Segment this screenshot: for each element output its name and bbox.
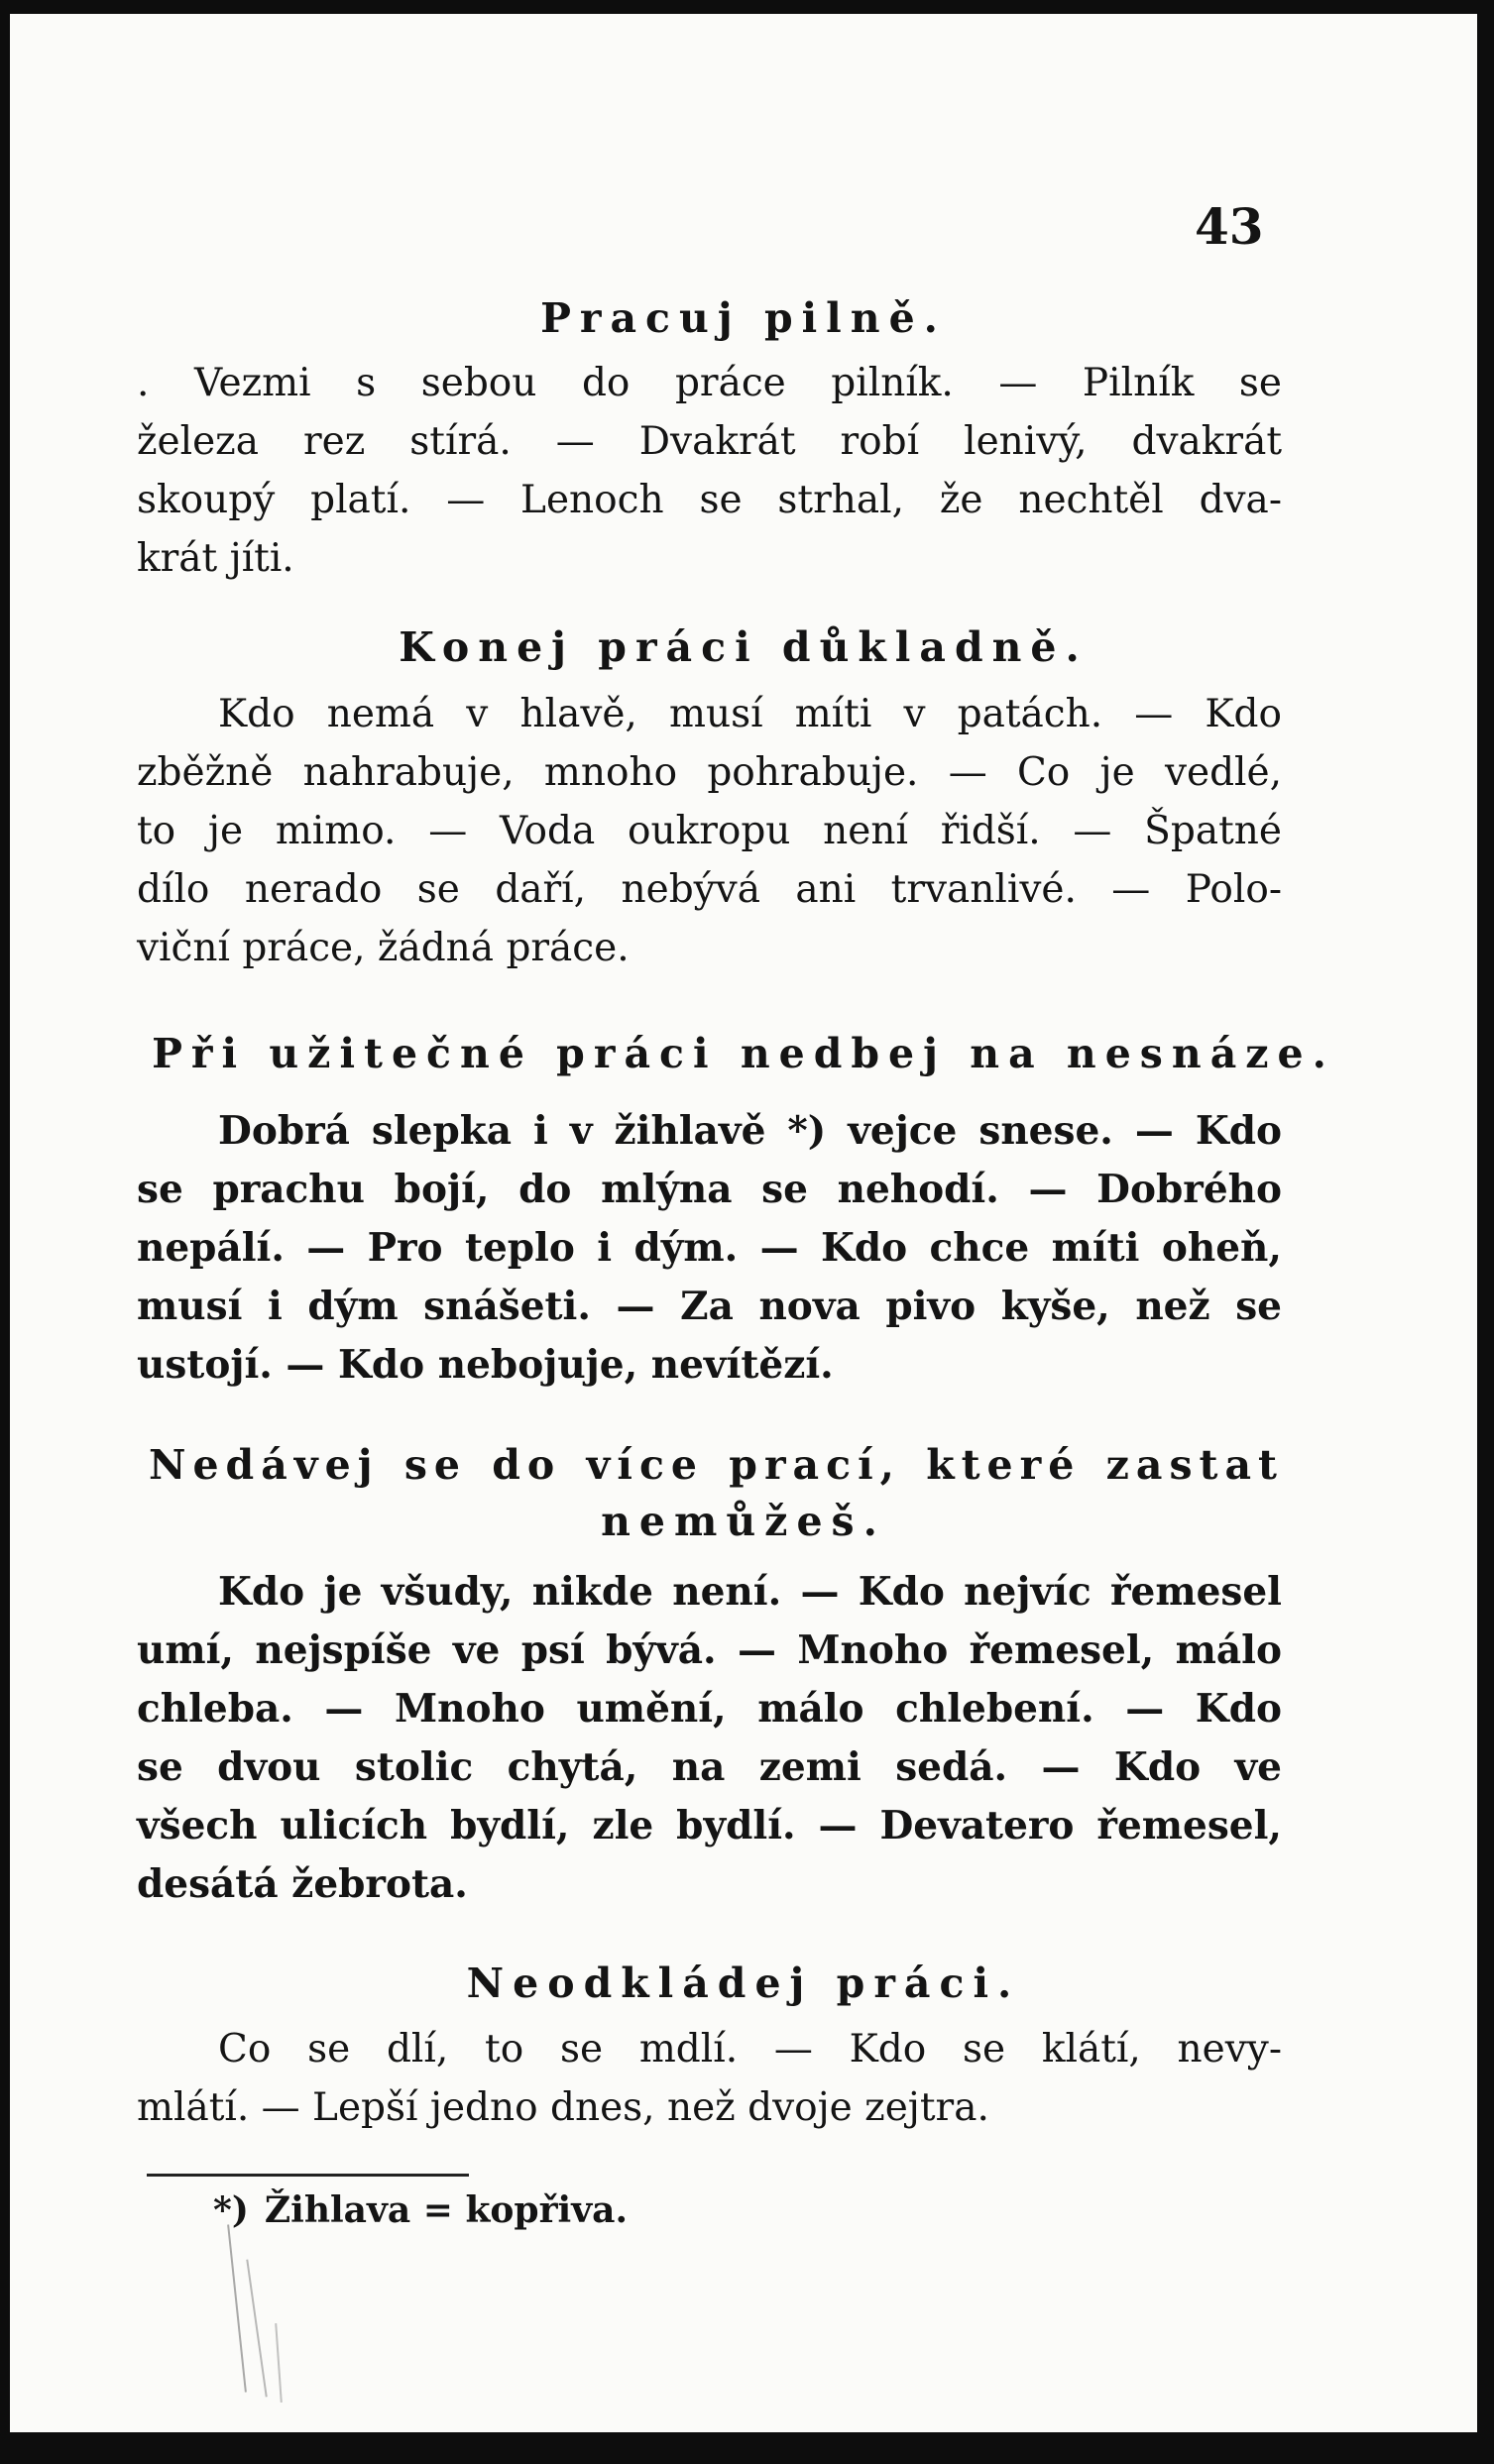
- section-paragraph: [137, 1102, 1282, 1395]
- text-line: Dobrá slepka i v žihlavě *) vejce snese. — Kdo: [218, 1108, 1282, 1154]
- footnote-rule: [147, 2174, 469, 2177]
- section-heading: Neodkládej práci.: [466, 1960, 1021, 2007]
- section-heading-continuation: nemůžeš.: [601, 1498, 886, 1545]
- text-line: viční práce, žádná práce.: [137, 926, 630, 970]
- text-line: se prachu bojí, do mlýna se nehodí. — Dobrého: [137, 1167, 1282, 1212]
- text-line: železa rez stírá. — Dvakrát robí lenivý, dvakrát: [137, 419, 1282, 464]
- text-line: umí, nejspíše ve psí bývá. — Mnoho řemesel, málo: [137, 1627, 1282, 1673]
- scan-mark: [246, 2260, 267, 2398]
- text-line: to je mimo. — Voda oukropu není řidší. — Špatné: [137, 809, 1282, 853]
- text-line: všech ulicích bydlí, zle bydlí. — Devatero řemesel,: [137, 1803, 1282, 1848]
- section-paragraph: [137, 1563, 1282, 1914]
- text-line: skoupý platí. — Lenoch se strhal, že nechtěl dva-: [137, 478, 1282, 522]
- text-line: krát jíti.: [137, 536, 294, 581]
- text-line: se dvou stolic chytá, na zemi sedá. — Kdo ve: [137, 1744, 1282, 1790]
- text-line: ustojí. — Kdo nebojuje, nevítězí.: [137, 1342, 834, 1388]
- section-paragraph: [137, 685, 1282, 977]
- text-line: zběžně nahrabuje, mnoho pohrabuje. — Co je vedlé,: [137, 750, 1282, 795]
- text-line: desátá žebrota.: [137, 1861, 468, 1907]
- footnote: [213, 2189, 628, 2231]
- section-heading: Konej práci důkladně.: [399, 623, 1089, 671]
- text-line: nepálí. — Pro teplo i dým. — Kdo chce míti oheň,: [137, 1225, 1282, 1271]
- book-page: [10, 14, 1477, 2432]
- text-line: Kdo nemá v hlavě, musí míti v patách. — Kdo: [218, 692, 1282, 736]
- text-line: chleba. — Mnoho umění, málo chlebení. — Kdo: [137, 1686, 1282, 1732]
- text-line: Co se dlí, to se mdlí. — Kdo se klátí, nevy-: [218, 2027, 1282, 2072]
- text-line: musí i dým snášeti. — Za nova pivo kyše, než se: [137, 1284, 1282, 1329]
- footnote-text: Žihlava = kopřiva.: [264, 2189, 629, 2231]
- section-heading: Pracuj pilně.: [540, 294, 947, 342]
- section-paragraph: [137, 354, 1282, 588]
- section-heading: Nedávej se do více prací, které zastat: [149, 1441, 1284, 1489]
- text-line: dílo nerado se daří, nebývá ani trvanlivé. — Polo-: [137, 867, 1282, 912]
- page-number: 43: [1195, 197, 1264, 256]
- text-line: . Vezmi s sebou do práce pilník. — Pilník se: [137, 361, 1282, 405]
- section-heading: Při užitečné práci nedbej na nesnáze.: [152, 1030, 1335, 1077]
- text-line: Kdo je všudy, nikde není. — Kdo nejvíc řemesel: [218, 1569, 1282, 1615]
- footnote-marker: *): [213, 2189, 249, 2231]
- section-paragraph: [137, 2020, 1282, 2137]
- scan-mark: [275, 2323, 283, 2403]
- text-line: mlátí. — Lepší jedno dnes, než dvoje zejtra.: [137, 2085, 989, 2130]
- scan-mark: [227, 2224, 247, 2392]
